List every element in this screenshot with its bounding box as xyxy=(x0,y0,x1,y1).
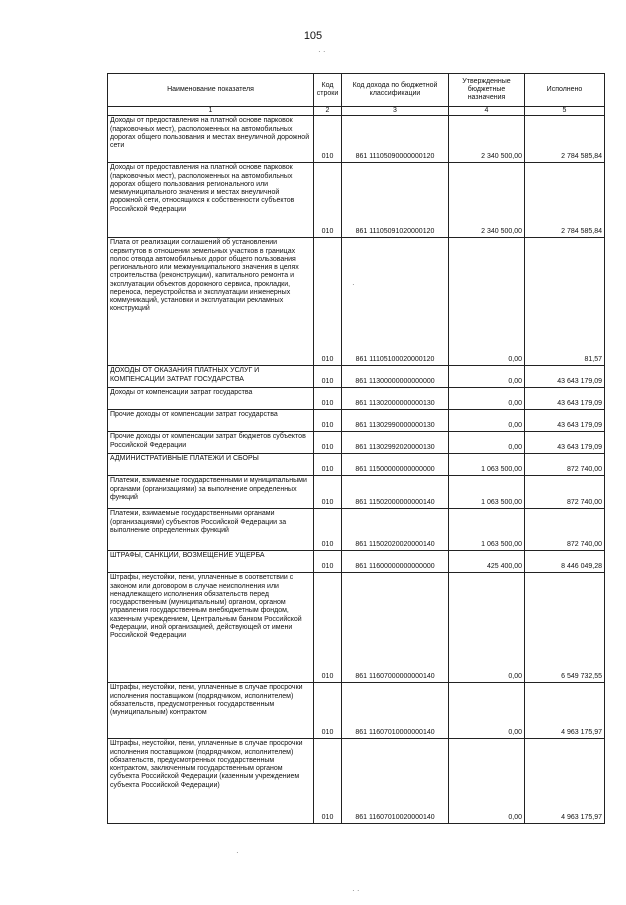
scan-speck: · · xyxy=(318,47,326,56)
row-code: 010 xyxy=(314,739,342,824)
row-code: 010 xyxy=(314,454,342,476)
table-row xyxy=(108,476,605,509)
indicator-name: Плата от реализации соглашений об установлении сервитутов в отношении земельных участков в границах полос отвода автомобильных дорог общего пользования регионального или межмуниципального значения в целях строительства (реконструкции), капитального ремонта и эксплуатации объектов дорожного сервиса, прокладки, переноса, переустройства и эксплуатации инженерных коммуникаций, установки и эксплуатации рекламных конструкций xyxy=(108,238,314,366)
table-row xyxy=(108,238,605,366)
column-number: 2 xyxy=(314,107,342,116)
row-code: 010 xyxy=(314,509,342,551)
table-row xyxy=(108,366,605,388)
approved-value: 1 063 500,00 xyxy=(449,476,525,509)
budget-execution-table xyxy=(107,73,605,824)
approved-value: 0,00 xyxy=(449,573,525,683)
indicator-name: Платежи, взимаемые государственными и муниципальными органами (организациями) за выполнение определенных функций xyxy=(108,476,314,509)
income-code: 861 11105100020000120 xyxy=(342,238,449,366)
executed-value: 6 549 732,55 xyxy=(525,573,605,683)
income-code: 861 11300000000000000 xyxy=(342,366,449,388)
income-code: 861 11607010000000140 xyxy=(342,683,449,739)
executed-value: 2 784 585,84 xyxy=(525,163,605,238)
income-code: 861 11105090000000120 xyxy=(342,116,449,163)
approved-value: 0,00 xyxy=(449,238,525,366)
approved-value: 2 340 500,00 xyxy=(449,163,525,238)
income-code: 861 11607000000000140 xyxy=(342,573,449,683)
row-code: 010 xyxy=(314,410,342,432)
income-code: 861 11302990000000130 xyxy=(342,410,449,432)
executed-value: 872 740,00 xyxy=(525,454,605,476)
row-code: 010 xyxy=(314,573,342,683)
indicator-name: АДМИНИСТРАТИВНЫЕ ПЛАТЕЖИ И СБОРЫ xyxy=(108,454,314,476)
header-budget-classification-code: Код дохода по бюджетной классификации xyxy=(342,74,449,107)
indicator-name: ШТРАФЫ, САНКЦИИ, ВОЗМЕЩЕНИЕ УЩЕРБА xyxy=(108,551,314,573)
executed-value: 4 963 175,97 xyxy=(525,683,605,739)
table-row xyxy=(108,116,605,163)
scan-speck: · xyxy=(352,280,355,289)
column-number: 1 xyxy=(108,107,314,116)
approved-value: 0,00 xyxy=(449,432,525,454)
table-row xyxy=(108,573,605,683)
row-code: 010 xyxy=(314,116,342,163)
approved-value: 0,00 xyxy=(449,739,525,824)
executed-value: 2 784 585,84 xyxy=(525,116,605,163)
executed-value: 43 643 179,09 xyxy=(525,432,605,454)
approved-value: 2 340 500,00 xyxy=(449,116,525,163)
income-code: 861 11302992020000130 xyxy=(342,432,449,454)
approved-value: 0,00 xyxy=(449,366,525,388)
column-number: 3 xyxy=(342,107,449,116)
executed-value: 8 446 049,28 xyxy=(525,551,605,573)
table-row xyxy=(108,410,605,432)
income-code: 861 11502000000000140 xyxy=(342,476,449,509)
scan-speck: · xyxy=(236,848,239,857)
indicator-name: Штрафы, неустойки, пени, уплаченные в соответствии с законом или договором в случае неисполнения или ненадлежащего исполнения обязательств перед государственным (муниципальным) органом, органом управления государственным внебюджетным фондом, казенным учреждением, Центральным банком Российской Федерации, иной организацией, действующей от имени Российской Федерации xyxy=(108,573,314,683)
row-code: 010 xyxy=(314,163,342,238)
executed-value: 43 643 179,09 xyxy=(525,366,605,388)
header-approved-appropriations: Утвержденные бюджетные назначения xyxy=(449,74,525,107)
column-number-row xyxy=(108,107,605,116)
table-row xyxy=(108,683,605,739)
executed-value: 872 740,00 xyxy=(525,509,605,551)
income-code: 861 11600000000000000 xyxy=(342,551,449,573)
column-number: 4 xyxy=(449,107,525,116)
table-row xyxy=(108,454,605,476)
row-code: 010 xyxy=(314,476,342,509)
approved-value: 1 063 500,00 xyxy=(449,454,525,476)
row-code: 010 xyxy=(314,432,342,454)
indicator-name: Доходы от предоставления на платной основе парковок (парковочных мест), расположенных на автомобильных дорогах общего пользования регионального или межмуниципального значения и местах внеуличной дорожной сети, относящихся к собственности субъектов Российской Федерации xyxy=(108,163,314,238)
table-row xyxy=(108,551,605,573)
executed-value: 43 643 179,09 xyxy=(525,410,605,432)
indicator-name: Прочие доходы от компенсации затрат государства xyxy=(108,410,314,432)
table-row xyxy=(108,388,605,410)
income-code: 861 11502020020000140 xyxy=(342,509,449,551)
approved-value: 1 063 500,00 xyxy=(449,509,525,551)
header-row-code: Код строки xyxy=(314,74,342,107)
indicator-name: Прочие доходы от компенсации затрат бюджетов субъектов Российской Федерации xyxy=(108,432,314,454)
page-number: 105 xyxy=(303,30,323,42)
approved-value: 425 400,00 xyxy=(449,551,525,573)
income-code: 861 11105091020000120 xyxy=(342,163,449,238)
income-code: 861 11607010020000140 xyxy=(342,739,449,824)
table-row xyxy=(108,432,605,454)
row-code: 010 xyxy=(314,366,342,388)
executed-value: 81,57 xyxy=(525,238,605,366)
indicator-name: Штрафы, неустойки, пени, уплаченные в случае просрочки исполнения поставщиком (подрядчиком, исполнителем) обязательств, предусмотренных государственным контрактом, заключенным государственным органом субъекта Российской Федерации (казенным учреждением субъекта Российской Федерации) xyxy=(108,739,314,824)
table-row xyxy=(108,739,605,824)
indicator-name: Платежи, взимаемые государственными органами (организациями) субъектов Российской Федерации за выполнение определенных функций xyxy=(108,509,314,551)
approved-value: 0,00 xyxy=(449,410,525,432)
indicator-name: ДОХОДЫ ОТ ОКАЗАНИЯ ПЛАТНЫХ УСЛУГ И КОМПЕНСАЦИИ ЗАТРАТ ГОСУДАРСТВА xyxy=(108,366,314,388)
approved-value: 0,00 xyxy=(449,683,525,739)
row-code: 010 xyxy=(314,683,342,739)
row-code: 010 xyxy=(314,388,342,410)
indicator-name: Штрафы, неустойки, пени, уплаченные в случае просрочки исполнения поставщиком (подрядчиком, исполнителем) обязательств, предусмотренных государственным (муниципальным) контрактом xyxy=(108,683,314,739)
row-code: 010 xyxy=(314,551,342,573)
indicator-name: Доходы от компенсации затрат государства xyxy=(108,388,314,410)
table-row xyxy=(108,509,605,551)
income-code: 861 11500000000000000 xyxy=(342,454,449,476)
executed-value: 872 740,00 xyxy=(525,476,605,509)
column-number: 5 xyxy=(525,107,605,116)
indicator-name: Доходы от предоставления на платной основе парковок (парковочных мест), расположенных на автомобильных дорогах общего пользования и местах внеуличной дорожной сети xyxy=(108,116,314,163)
executed-value: 4 963 175,97 xyxy=(525,739,605,824)
row-code: 010 xyxy=(314,238,342,366)
header-indicator-name: Наименование показателя xyxy=(108,74,314,107)
scan-speck: · · xyxy=(352,886,360,895)
header-executed: Исполнено xyxy=(525,74,605,107)
income-code: 861 11302000000000130 xyxy=(342,388,449,410)
table-row xyxy=(108,163,605,238)
executed-value: 43 643 179,09 xyxy=(525,388,605,410)
approved-value: 0,00 xyxy=(449,388,525,410)
table-header-row xyxy=(108,74,605,107)
